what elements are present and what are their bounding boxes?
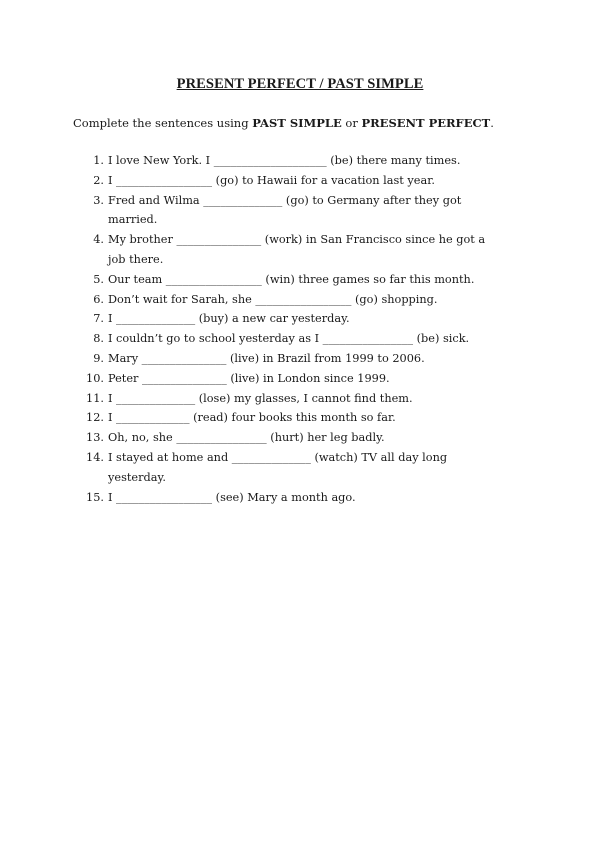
exercise-number: 6.: [93, 292, 104, 306]
instruction-term-past-simple: PAST SIMPLE: [252, 116, 342, 130]
exercise-item: [82, 290, 542, 310]
exercise-item: [82, 151, 542, 171]
exercise-number: 15.: [86, 490, 104, 504]
exercise-number: 5.: [93, 272, 104, 286]
exercise-sentence-line: I _________________ (go) to Hawaii for a vacation last year.: [108, 173, 435, 187]
instruction-term-present-perfect: PRESENT PERFECT: [361, 116, 491, 130]
instruction-suffix: .: [490, 116, 494, 130]
instruction-middle: or: [341, 116, 362, 130]
exercise-number: 12.: [86, 411, 104, 425]
exercise-list: [82, 151, 542, 507]
exercise-number: 14.: [86, 450, 104, 464]
exercise-number: 9.: [93, 351, 104, 365]
exercise-sentence-line: Peter _______________ (live) in London since 1999.: [108, 371, 390, 385]
worksheet-title: PRESENT PERFECT / PAST SIMPLE: [176, 76, 424, 92]
instruction-prefix: Complete the sentences using: [73, 116, 253, 130]
exercise-sentence-line: I ______________ (lose) my glasses, I cannot find them.: [108, 391, 413, 405]
exercise-item: [82, 230, 542, 270]
exercise-sentence-line: Our team _________________ (win) three games so far this month.: [108, 272, 475, 286]
exercise-number: 1.: [93, 154, 104, 167]
exercise-sentence-line: job there.: [108, 252, 164, 266]
exercise-sentence-line: yesterday.: [108, 470, 166, 484]
exercise-number: 2.: [93, 173, 104, 187]
exercise-sentence-line: I ______________ (buy) a new car yesterday.: [108, 312, 350, 326]
exercise-item: [82, 369, 542, 389]
exercise-sentence-line: I love New York. I ____________________ (be) there many times.: [108, 154, 461, 167]
exercise-sentence-line: Oh, no, she ________________ (hurt) her leg badly.: [108, 431, 385, 445]
exercise-sentence-line: I _____________ (read) four books this month so far.: [108, 411, 396, 425]
exercise-number: 7.: [93, 312, 104, 326]
exercise-sentence-line: My brother _______________ (work) in San Francisco since he got a: [108, 233, 486, 247]
exercise-item: [82, 408, 542, 428]
exercise-item: [82, 329, 542, 349]
exercise-sentence-line: married.: [108, 213, 158, 227]
exercise-sentence-line: Mary _______________ (live) in Brazil from 1999 to 2006.: [108, 351, 425, 365]
exercise-number: 10.: [86, 371, 104, 385]
exercise-sentence-line: I stayed at home and ______________ (watch) TV all day long: [108, 450, 448, 464]
exercise-sentence-line: Don’t wait for Sarah, she _________________ (go) shopping.: [108, 292, 438, 306]
exercise-number: 3.: [93, 193, 104, 207]
exercise-item: [82, 309, 542, 329]
instruction-text: [73, 116, 494, 130]
exercise-sentence-line: I couldn’t go to school yesterday as I ________________ (be) sick.: [108, 332, 470, 346]
exercise-item: [82, 349, 542, 369]
exercise-item: [82, 428, 542, 448]
exercise-item: [82, 488, 542, 508]
exercise-number: 13.: [86, 431, 104, 445]
exercise-number: 4.: [93, 233, 104, 247]
exercise-item: [82, 191, 542, 231]
exercise-item: [82, 171, 542, 191]
exercise-number: 8.: [93, 332, 104, 346]
exercise-number: 11.: [86, 391, 104, 405]
exercise-item: [82, 389, 542, 409]
exercise-item: [82, 270, 542, 290]
exercise-item: [82, 448, 542, 488]
exercise-sentence-line: Fred and Wilma ______________ (go) to Germany after they got: [108, 193, 462, 207]
exercise-sentence-line: I _________________ (see) Mary a month ago.: [108, 490, 356, 504]
